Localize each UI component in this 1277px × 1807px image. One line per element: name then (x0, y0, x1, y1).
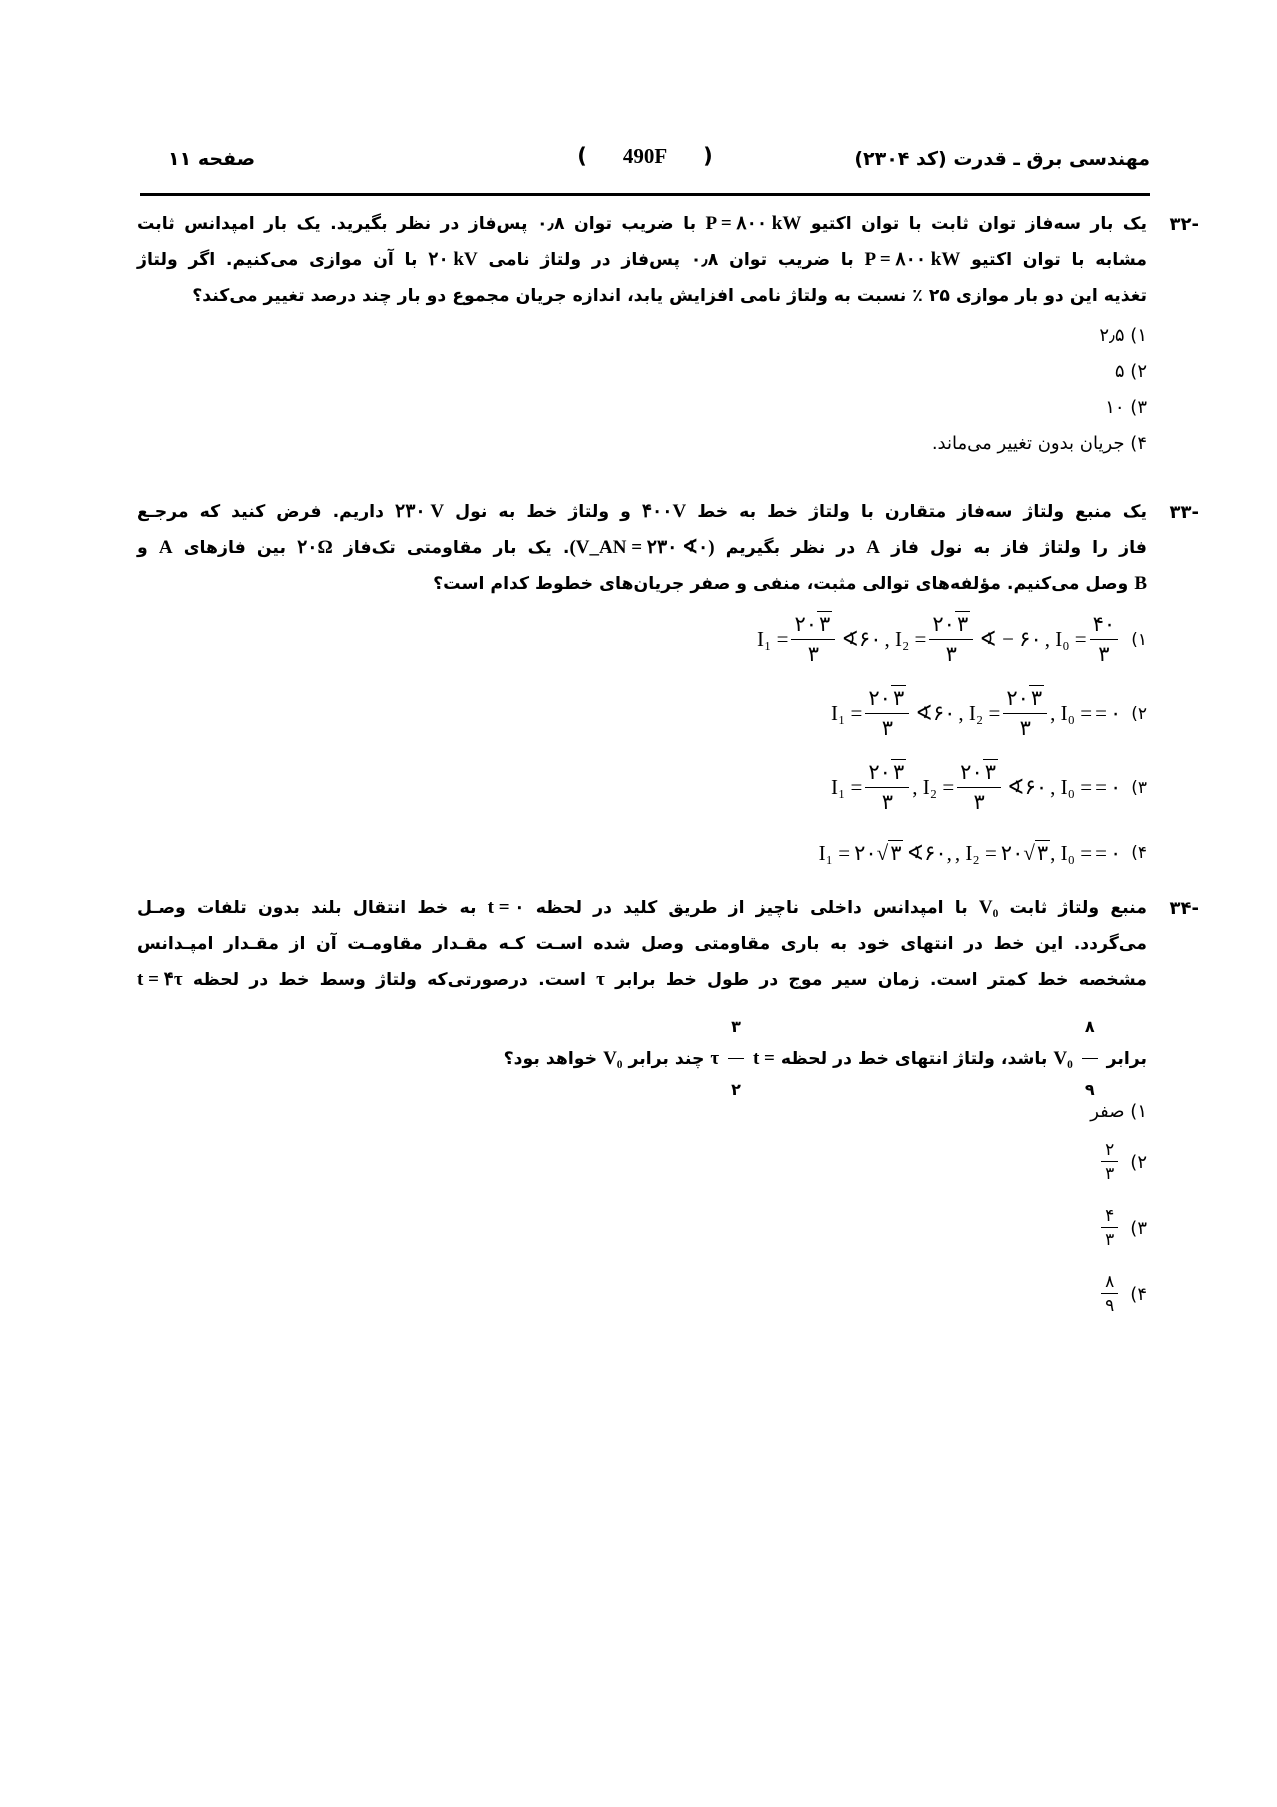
question-number: -۳۳ (1169, 502, 1199, 523)
answer-option-2[interactable]: ۲) ۵ (1114, 361, 1147, 382)
exam-code-value: 490F (622, 144, 668, 168)
question-text-line: می‌گردد. این خط در انتهای خود به باری مقاومتی وصل شده اسـت کـه مقـدار مقاومـت آن از مقـدار امپـدانس (137, 934, 1147, 954)
answer-option-1[interactable]: ۱) صفر (1090, 1101, 1147, 1122)
answer-option-4[interactable]: ۴) $\frac{۸}{۹}$ (1098, 1272, 1147, 1316)
page-number: صفحه ۱۱ (168, 148, 256, 170)
answer-option-2[interactable]: ۲) $\frac{۲}{۳}$ (1098, 1140, 1147, 1184)
question-text-line: یک بار سه‌فاز توان ثابت با توان اکتیو P = ۸۰۰ kW با ضریب توان ۰٫۸ پس‌فاز در نظر بگیرید. یک بار امپدانس ثابت (137, 213, 1147, 234)
question-33 (137, 494, 1199, 865)
question-number: -۳۲ (1169, 214, 1199, 235)
question-text-line: یک منبع ولتاژ سه‌فاز متقارن با ولتاژ خط به خط ۴۰۰V و ولتاژ خط به نول ۲۳۰ V داریم. فرض کنید که مرجـع (137, 501, 1147, 522)
answer-option-2[interactable]: I₁ = $\frac{۲۰۳}{۳}$ ∢۶۰ , I₂ = $\frac{۲۰۳}{۳}$ , I₀ = = ۰ ۲) (830, 686, 1147, 740)
question-text-line: مشابه با توان اکتیو P = ۸۰۰ kW با ضریب توان ۰٫۸ پس‌فاز در ولتاژ نامی ۲۰ kV با آن موازی می‌کنیم. اگر ولتاژ (137, 249, 1147, 270)
answer-option-4[interactable]: ۴) جریان بدون تغییر می‌ماند. (931, 433, 1147, 454)
question-text-line: منبع ولتاژ ثابت V₀ با امپدانس داخلی ناچیز از طریق کلید در لحظه t = ۰ به خط انتقال بلند بدون تلفات وصـل (137, 897, 1147, 918)
question-text-line: B وصل می‌کنیم. مؤلفه‌های توالی مثبت، منفی و صفر جریان‌های خطوط کدام است؟ (433, 573, 1147, 594)
question-34 (137, 890, 1199, 1316)
question-number: -۳۴ (1169, 898, 1199, 919)
subject-title: مهندسی برق ـ قدرت (کد ۲۳۰۴) (854, 148, 1150, 170)
answer-option-1[interactable]: I₁ = $\frac{۲۰۳}{۳}$ ∢۶۰ , I₂ = $\frac{۲۰۳}{۳}$ ∢ − ۶۰ , I₀ = $\frac{۴۰}{۳}$ ۱) (757, 612, 1147, 666)
question-32 (137, 206, 1199, 462)
answer-option-4[interactable]: I₁ = ۲۰ √ ۳ ∢۶۰, , I₂ = ۲۰ √ ۳ , I₀ = = ۰ ۴) (818, 840, 1147, 865)
answer-option-3[interactable]: ۳) $\frac{۴}{۳}$ (1098, 1206, 1147, 1250)
exam-code: ( 490F ) (577, 144, 713, 168)
answer-option-3[interactable]: I₁ = $\frac{۲۰۳}{۳}$ , I₂ = $\frac{۲۰۳}{۳}$ ∢۶۰ , I₀ = = ۰ ۳) (830, 760, 1147, 814)
question-text-line: مشخصه خط کمتر است. زمان سیر موج در طول خط برابر τ است. درصورتی‌که ولتاژ وسط خط در لحظه t = ۴τ (137, 969, 1147, 990)
answer-option-1[interactable]: ۱) ۲٫۵ (1099, 325, 1147, 346)
question-text-line: تغذیه این دو بار موازی ۲۵ ٪ نسبت به ولتاژ نامی افزایش یابد، اندازه جریان مجموع دو بار چند درصد تغییر می‌کند؟ (192, 286, 1147, 306)
question-text-line: فاز را ولتاژ فاز به نول فاز A در نظر بگیریم (V_AN = ۲۳۰ ∢۰). یک بار مقاومتی تک‌فاز ۲۰Ω بین فازهای A و (137, 537, 1147, 558)
header-divider (140, 193, 1150, 196)
page-header (140, 140, 1150, 180)
question-text-line: برابر $\frac{۸}{۹}$ V₀ باشد، ولتاژ انتهای خط در لحظه t = $\frac{۳}{۲}$ τ چند برابر V₀ خواهد بود؟ (137, 998, 1147, 1119)
answer-option-3[interactable]: ۳) ۱۰ (1105, 397, 1147, 418)
